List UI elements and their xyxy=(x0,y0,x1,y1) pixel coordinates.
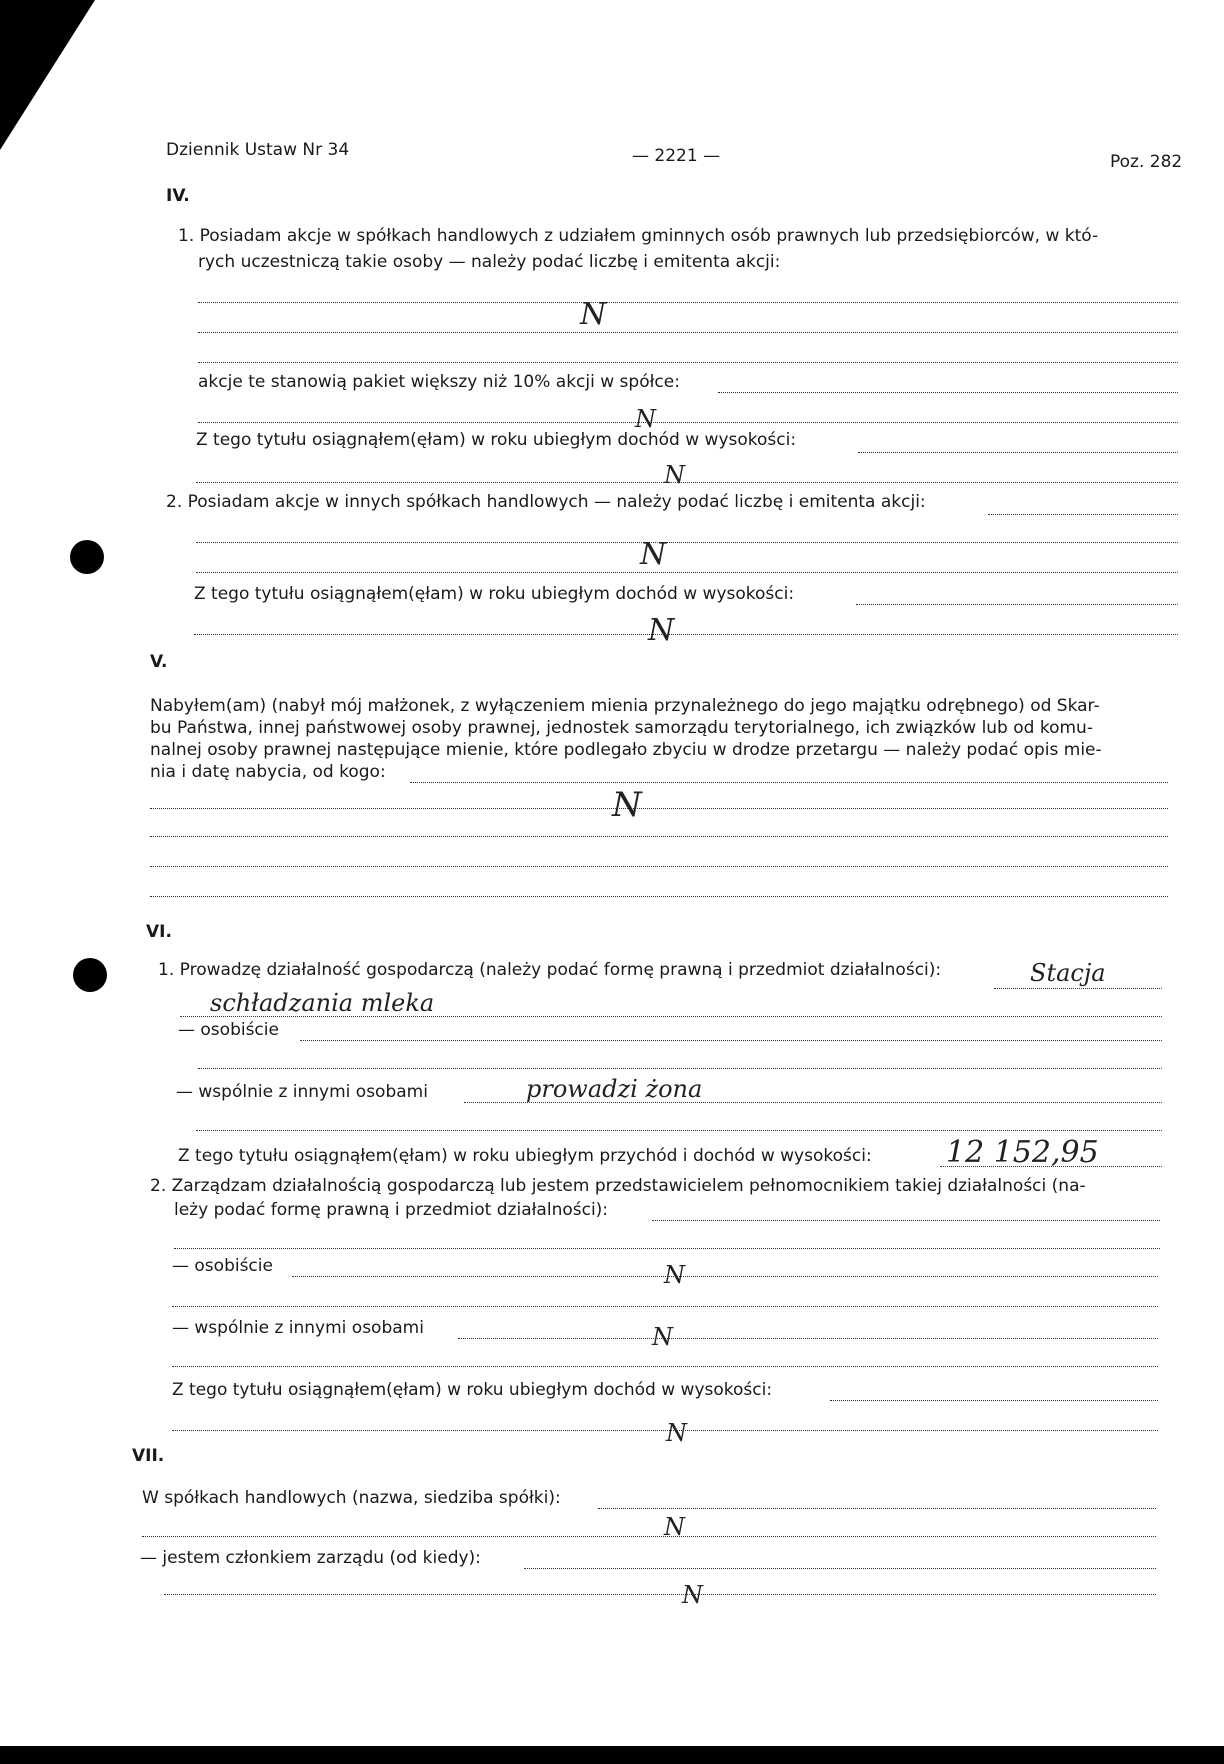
fill-line xyxy=(292,1276,1158,1277)
fill-line xyxy=(142,1536,1156,1537)
iv-q1-handwritten-answer: N xyxy=(580,297,607,332)
vi-q2-wspolnie-handwritten-answer: N xyxy=(652,1323,673,1351)
iv-q1-text-cont: rych uczestniczą takie osoby — należy podać liczbę i emitenta akcji: xyxy=(198,252,781,272)
punch-hole xyxy=(70,540,104,574)
fill-line xyxy=(300,1040,1162,1041)
vi-q2-wspolnie-label: — wspólnie z innymi osobami xyxy=(172,1318,424,1338)
fill-line xyxy=(196,542,1178,543)
vi-q1-income-text: Z tego tytułu osiągnąłem(ęłam) w roku ubiegłym przychód i dochód w wysokości: xyxy=(178,1146,872,1166)
fill-line xyxy=(198,332,1178,333)
v-text-line2: bu Państwa, innej państwowej osoby prawnej, jednostek samorządu terytorialnego, ich związków lub od komu- xyxy=(150,718,1093,738)
vi-q2-income-text: Z tego tytułu osiągnąłem(ęłam) w roku ubiegłym dochód w wysokości: xyxy=(172,1380,773,1400)
vi-q1-income-handwritten-answer: 12 152,95 xyxy=(946,1135,1099,1170)
v-text-line4: nia i datę nabycia, od kogo: xyxy=(150,762,386,782)
fill-line xyxy=(994,988,1162,989)
fill-line xyxy=(196,572,1178,573)
page-number: — 2221 — xyxy=(632,146,721,166)
iv-q1-income-handwritten-answer: N xyxy=(664,461,685,489)
vi-q2-income-handwritten-answer: N xyxy=(666,1419,687,1447)
iv-q1-income-text: Z tego tytułu osiągnąłem(ęłam) w roku ubiegłym dochód w wysokości: xyxy=(196,430,797,450)
journal-title: Dziennik Ustaw Nr 34 xyxy=(166,140,350,160)
fill-line xyxy=(172,1430,1158,1431)
vi-wspolnie-handwritten-answer: prowadzi żona xyxy=(526,1075,703,1103)
punch-hole xyxy=(73,958,107,992)
fill-line xyxy=(524,1568,1156,1569)
fill-line xyxy=(150,808,1168,809)
vii-zarzad-handwritten-answer: N xyxy=(682,1581,703,1609)
iv-q1-text: 1. Posiadam akcje w spółkach handlowych z udziałem gminnych osób prawnych lub przedsiębiorców, w któ- xyxy=(178,226,1099,246)
fill-line xyxy=(410,782,1168,783)
fill-line xyxy=(150,896,1168,897)
fill-line xyxy=(830,1400,1158,1401)
fill-line xyxy=(196,1130,1162,1131)
v-text-line1: Nabyłem(am) (nabył mój małżonek, z wyłączeniem mienia przynależnego do jego majątku odrębnego) od Skar- xyxy=(150,696,1100,716)
vii-zarzad-text: — jestem członkiem zarządu (od kiedy): xyxy=(140,1548,481,1568)
iv-q1-pakiet-text: akcje te stanowią pakiet większy niż 10% akcji w spółce: xyxy=(198,372,680,392)
vii-spolki-handwritten-answer: N xyxy=(664,1513,685,1541)
vi-osobiscie-label: — osobiście xyxy=(178,1020,279,1040)
fill-line xyxy=(164,1594,1156,1595)
fill-line xyxy=(172,1306,1158,1307)
fill-line xyxy=(172,1366,1158,1367)
vi-wspolnie-label: — wspólnie z innymi osobami xyxy=(176,1082,428,1102)
vi-q2-text-cont: leży podać formę prawną i przedmiot działalności): xyxy=(174,1200,609,1220)
vi-q1-handwritten-answer-b: schładzania mleka xyxy=(210,989,435,1017)
v-text-line3: nalnej osoby prawnej następujące mienie, które podlegało zbyciu w drodze przetargu — należy podać opis mie- xyxy=(150,740,1102,760)
vi-q1-handwritten-answer-a: Stacja xyxy=(1030,959,1106,987)
vi-q2-osobiscie-label: — osobiście xyxy=(172,1256,273,1276)
v-handwritten-answer: N xyxy=(612,785,642,825)
iv-q2-income-handwritten-answer: N xyxy=(648,613,675,648)
iv-q2-income-text: Z tego tytułu osiągnąłem(ęłam) w roku ubiegłym dochód w wysokości: xyxy=(194,584,795,604)
fill-line xyxy=(150,866,1168,867)
fill-line xyxy=(198,302,1178,303)
fill-line xyxy=(194,634,1178,635)
vi-q1-text: 1. Prowadzę działalność gospodarczą (należy podać formę prawną i przedmiot działalności): xyxy=(158,960,942,980)
vi-q2-osobiscie-handwritten-answer: N xyxy=(664,1261,685,1289)
iv-q2-text: 2. Posiadam akcje w innych spółkach handlowych — należy podać liczbę i emitenta akcji: xyxy=(166,492,926,512)
section-label-vi: VI. xyxy=(146,922,172,942)
fill-line xyxy=(198,422,1178,423)
fill-line xyxy=(988,514,1178,515)
fill-line xyxy=(856,604,1178,605)
section-label-v: V. xyxy=(150,652,168,672)
fill-line xyxy=(458,1338,1158,1339)
fill-line xyxy=(174,1248,1160,1249)
fill-line xyxy=(150,836,1168,837)
fill-line xyxy=(198,362,1178,363)
vii-spolki-text: W spółkach handlowych (nazwa, siedziba spółki): xyxy=(142,1488,561,1508)
fill-line xyxy=(196,482,1178,483)
fill-line xyxy=(652,1220,1160,1221)
vi-q2-text: 2. Zarządzam działalnością gospodarczą lub jestem przedstawicielem pełnomocnikiem takiej działalności (na- xyxy=(150,1176,1086,1196)
fill-line xyxy=(718,392,1178,393)
iv-q1-pakiet-handwritten-answer: N xyxy=(635,405,656,433)
fill-line xyxy=(598,1508,1156,1509)
scan-corner-mark xyxy=(0,0,95,150)
position-number: Poz. 282 xyxy=(1110,152,1183,172)
section-label-iv: IV. xyxy=(166,186,190,206)
fill-line xyxy=(198,1068,1162,1069)
fill-line xyxy=(858,452,1178,453)
scan-edge-bar xyxy=(0,1746,1224,1764)
section-label-vii: VII. xyxy=(132,1446,165,1466)
iv-q2-handwritten-answer: N xyxy=(640,537,667,572)
